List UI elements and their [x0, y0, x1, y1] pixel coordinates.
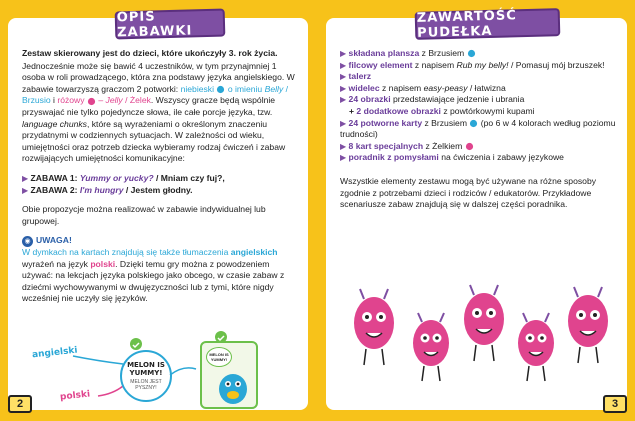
list-item: ▶ 8 kart specjalnych z Żelkiem [340, 141, 616, 153]
right-banner-title: ZAWARTOŚĆ PUDEŁKA [415, 8, 561, 40]
contents-list [340, 48, 616, 211]
list-item: ▶ 24 obrazki przedstawiające jedzenie i ubrania [340, 94, 525, 105]
label-polish: polski [59, 389, 91, 403]
right-paragraph: Wszystkie elementy zestawu mogą być używane na różne sposoby zgodnie z potrzebami dzieci i rodziców / edukatorów. Przykładowe scenariusze zabaw znajdują się w dalszej części poradnika. [340, 175, 597, 210]
right-page [326, 18, 627, 410]
pink-monsters-illustration [336, 253, 621, 403]
intro-text: Zestaw skierowany jest do dzieci, które ukończyły 3. rok życia. [22, 48, 278, 58]
speech-bubble-card: MELON IS YUMMY! MELON JEST PYSZNY! [120, 350, 172, 402]
pink-monster-icon [518, 313, 554, 381]
list-item: ▶ poradnik z pomysłami na ćwiczenia i zabawy językowe [340, 152, 564, 163]
jelly-icon [87, 95, 98, 105]
eye-icon: ◉ [22, 236, 33, 247]
page-number-right: 3 [603, 395, 627, 413]
blue-monster-icon [216, 367, 250, 407]
left-page [8, 18, 308, 410]
connector-arrow [168, 363, 198, 377]
jelly-icon [465, 141, 474, 151]
bullet-arrow-icon: ▶ [22, 185, 29, 195]
list-item: ▶ 24 potworne karty z Brzusiem (po 6 w 4 kolorach według poziomu trudności) [340, 117, 616, 140]
alert-title: ◉ UWAGA! [22, 235, 296, 247]
game-2: ▶ ZABAWA 2: I'm hungry / Jestem głodny. [22, 184, 193, 195]
alert-text: W dymkach na kartach znajdują się także tłumaczenia angielskich wyrażeń na język polski. Dzięki temu gry można z powodzeniem używać: na lekcjach języka polskiego jako obcego, w czasie zabaw z dziećmi wychowywanymi w dwujęzyczności lub z tymi, które nigdy wcześniej nie uczyły się języków. [22, 246, 285, 304]
page-number-left: 2 [8, 395, 32, 413]
list-item: ▶ widelec z napisem easy-peasy / łatwizna [340, 82, 506, 93]
paragraph-1: Jednocześnie może się bawić 4 uczestników, w tym przynajmniej 1 osoba w roli prowadzącego, która zna podstawy języka angielskiego. W zabawie towarzyszą graczom 2 potworki: niebieski o imieniu Belly / Brzusio i różowy – Jelly / Żelek. Wszyscy gracze będą wspólnie przyswajać nie tylko pojedyncze słowa, ile całe porcje języka, tzw. language chunks, które są wyrażeniami o określonym znaczeniu przydatnymi w codziennych sytuacjach. W zależności od wieku, umiejętności oraz potrzeb dziecka wybieramy rodzaj ćwiczeń i zabaw rozwijających umiejętności komunikacyjne: [22, 60, 295, 164]
monster-card: MELON IS YUMMY! [200, 341, 258, 409]
left-banner-title: OPIS ZABAWKI [115, 9, 226, 40]
pink-monster-icon [568, 287, 608, 363]
game-1: ▶ ZABAWA 1: Yummy or yucky? / Mniam czy fuj?, [22, 172, 225, 183]
belly-icon [216, 84, 227, 94]
paragraph-2: Obie propozycje można realizować w zabawie indywidualnej lub grupowej. [22, 204, 266, 226]
list-item: ▶ talerz [340, 71, 371, 82]
bullet-arrow-icon: ▶ [22, 173, 29, 183]
checkmark-icon [130, 338, 142, 350]
list-item: ▶ filcowy element z napisem Rub my belly! / Pomasuj mój brzuszek! [340, 59, 605, 70]
pink-monster-icon [464, 285, 504, 361]
pink-monster-icon [413, 313, 449, 381]
belly-icon [467, 48, 476, 58]
label-english: angielski [31, 345, 79, 361]
list-item: + 2 dodatkowe obrazki z powtórkowymi kupami [349, 105, 535, 116]
pink-monster-icon [354, 289, 394, 365]
checkmark-icon-2 [215, 331, 227, 343]
left-body [22, 48, 296, 305]
pointer-arrows [68, 346, 128, 401]
list-item: ▶ składana plansza z Brzusiem [340, 48, 616, 60]
